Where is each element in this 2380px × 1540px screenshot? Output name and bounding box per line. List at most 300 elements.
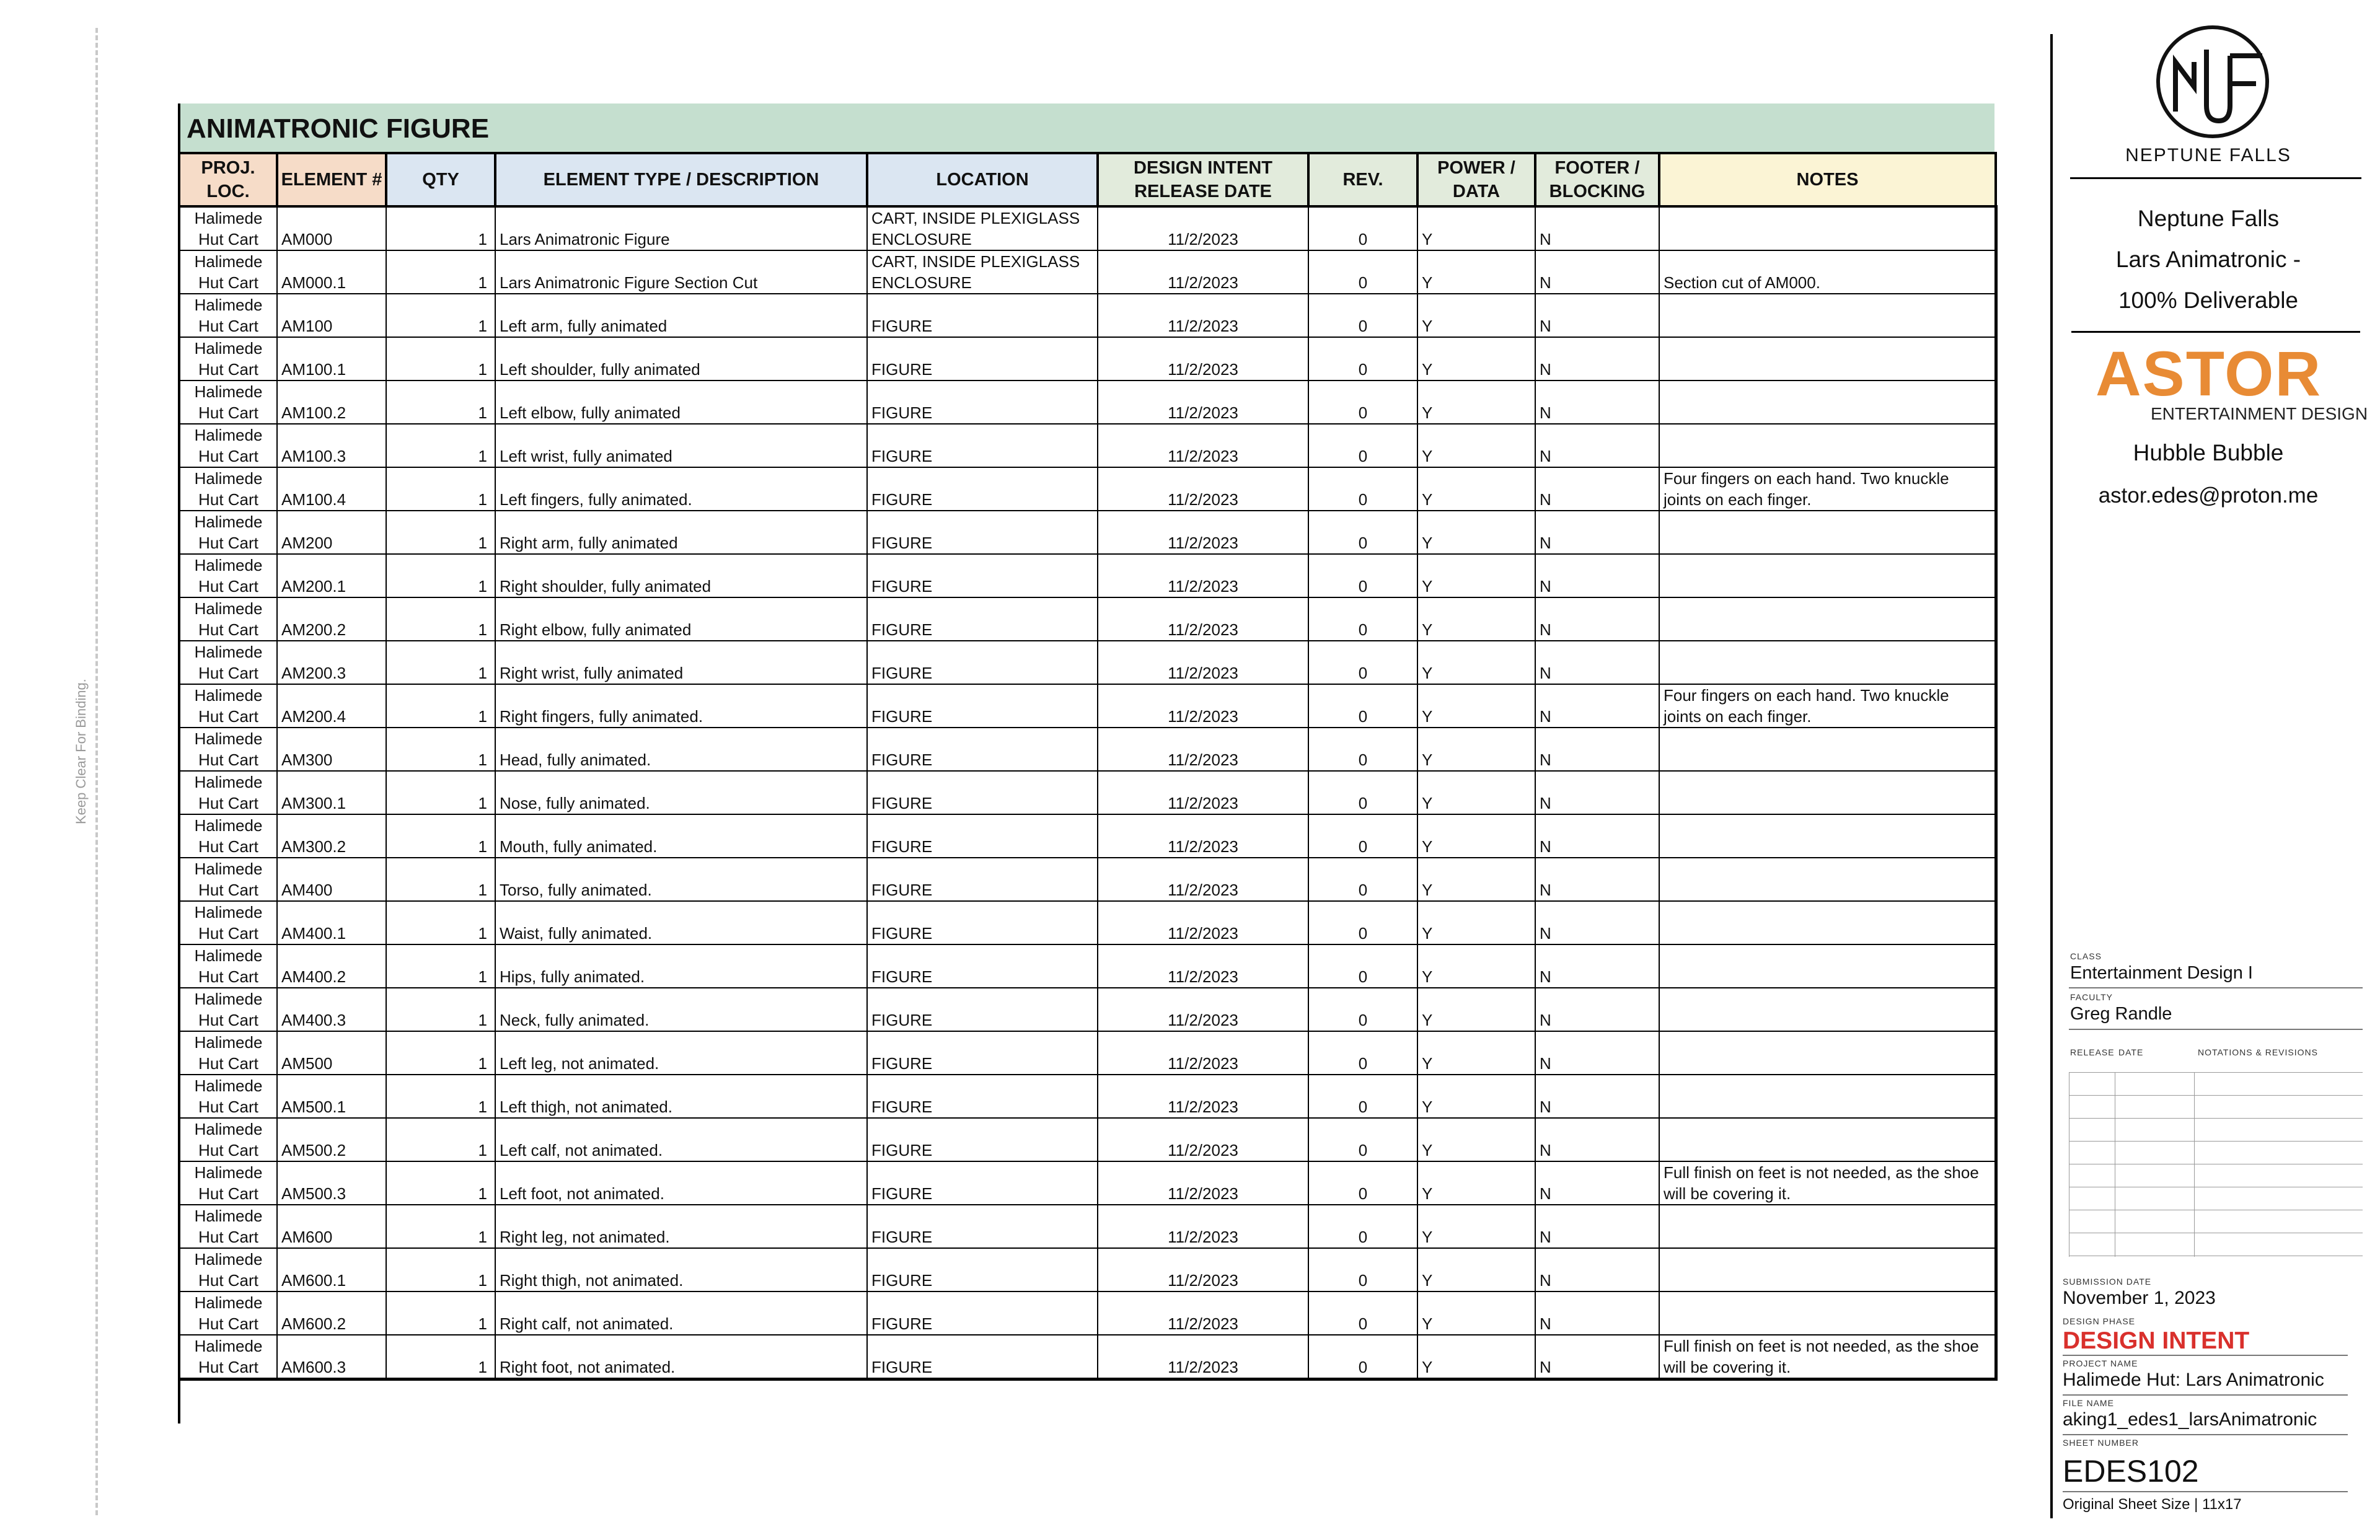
cell-qty: 1 bbox=[386, 901, 495, 944]
design-phase: DESIGN INTENT bbox=[2063, 1327, 2250, 1354]
cell-element: AM600.1 bbox=[277, 1248, 386, 1291]
header-row bbox=[179, 153, 1996, 206]
binding-note: Keep Clear For Binding. bbox=[73, 679, 89, 824]
cell-notes bbox=[1659, 294, 1996, 337]
cell-qty: 1 bbox=[386, 1291, 495, 1335]
cell-rev: 0 bbox=[1308, 1335, 1417, 1379]
cell-date: 11/2/2023 bbox=[1098, 988, 1308, 1031]
cell-notes bbox=[1659, 337, 1996, 381]
cell-proj: Halimede Hut Cart bbox=[179, 1161, 277, 1205]
cell-footer: N bbox=[1535, 1075, 1659, 1118]
table-row bbox=[179, 1248, 1996, 1291]
cell-date: 11/2/2023 bbox=[1098, 641, 1308, 684]
cell-footer: N bbox=[1535, 381, 1659, 424]
cell-proj: Halimede Hut Cart bbox=[179, 1031, 277, 1075]
column-header: NOTES bbox=[1659, 153, 1996, 206]
cell-power: Y bbox=[1417, 771, 1535, 814]
cell-proj: Halimede Hut Cart bbox=[179, 814, 277, 858]
table-row bbox=[179, 771, 1996, 814]
cell-footer: N bbox=[1535, 554, 1659, 597]
cell-power: Y bbox=[1417, 1248, 1535, 1291]
table-row bbox=[179, 554, 1996, 597]
cell-rev: 0 bbox=[1308, 467, 1417, 511]
cell-footer: N bbox=[1535, 597, 1659, 641]
divider bbox=[2071, 331, 2360, 333]
cell-rev: 0 bbox=[1308, 1291, 1417, 1335]
cell-desc: Torso, fully animated. bbox=[495, 858, 867, 901]
divider bbox=[2069, 987, 2363, 988]
cell-power: Y bbox=[1417, 1075, 1535, 1118]
cell-footer: N bbox=[1535, 641, 1659, 684]
table-row bbox=[179, 467, 1996, 511]
revision-grid-line bbox=[2194, 1072, 2195, 1257]
project-name-label: PROJECT NAME bbox=[2063, 1358, 2138, 1368]
cell-notes bbox=[1659, 1031, 1996, 1075]
cell-desc: Left fingers, fully animated. bbox=[495, 467, 867, 511]
cell-date: 11/2/2023 bbox=[1098, 814, 1308, 858]
cell-proj: Halimede Hut Cart bbox=[179, 901, 277, 944]
table-row bbox=[179, 641, 1996, 684]
cell-desc: Right leg, not animated. bbox=[495, 1205, 867, 1248]
table-row bbox=[179, 988, 1996, 1031]
cell-date: 11/2/2023 bbox=[1098, 597, 1308, 641]
cell-rev: 0 bbox=[1308, 1205, 1417, 1248]
cell-date: 11/2/2023 bbox=[1098, 901, 1308, 944]
cell-element: AM200.3 bbox=[277, 641, 386, 684]
cell-footer: N bbox=[1535, 1335, 1659, 1379]
schedule-body bbox=[179, 206, 1996, 1379]
cell-proj: Halimede Hut Cart bbox=[179, 467, 277, 511]
cell-qty: 1 bbox=[386, 944, 495, 988]
cell-element: AM200 bbox=[277, 511, 386, 554]
cell-rev: 0 bbox=[1308, 858, 1417, 901]
cell-element: AM500 bbox=[277, 1031, 386, 1075]
cell-element: AM100.1 bbox=[277, 337, 386, 381]
cell-power: Y bbox=[1417, 1291, 1535, 1335]
column-header: QTY bbox=[386, 153, 495, 206]
cell-date: 11/2/2023 bbox=[1098, 728, 1308, 771]
cell-footer: N bbox=[1535, 294, 1659, 337]
cell-qty: 1 bbox=[386, 1031, 495, 1075]
cell-location: FIGURE bbox=[867, 1335, 1098, 1379]
cell-notes bbox=[1659, 814, 1996, 858]
submission-date: November 1, 2023 bbox=[2063, 1288, 2216, 1308]
cell-element: AM500.3 bbox=[277, 1161, 386, 1205]
cell-qty: 1 bbox=[386, 294, 495, 337]
cell-footer: N bbox=[1535, 511, 1659, 554]
title-block-border bbox=[2050, 34, 2053, 1518]
cell-proj: Halimede Hut Cart bbox=[179, 1075, 277, 1118]
cell-footer: N bbox=[1535, 250, 1659, 294]
cell-element: AM600 bbox=[277, 1205, 386, 1248]
neptune-falls-logo-icon bbox=[2151, 25, 2275, 143]
cell-date: 11/2/2023 bbox=[1098, 944, 1308, 988]
cell-footer: N bbox=[1535, 337, 1659, 381]
revision-grid-line bbox=[2069, 1141, 2363, 1142]
cell-rev: 0 bbox=[1308, 1118, 1417, 1161]
cell-location: FIGURE bbox=[867, 381, 1098, 424]
file-name-label: FILE NAME bbox=[2063, 1398, 2114, 1408]
cell-notes bbox=[1659, 641, 1996, 684]
faculty-value: Greg Randle bbox=[2070, 1004, 2172, 1024]
table-row bbox=[179, 944, 1996, 988]
cell-element: AM200.4 bbox=[277, 684, 386, 728]
cell-proj: Halimede Hut Cart bbox=[179, 771, 277, 814]
company-logo: ASTOR bbox=[2096, 338, 2322, 409]
cell-footer: N bbox=[1535, 1248, 1659, 1291]
column-header: ELEMENT TYPE / DESCRIPTION bbox=[495, 153, 867, 206]
cell-date: 11/2/2023 bbox=[1098, 1291, 1308, 1335]
table-row bbox=[179, 1291, 1996, 1335]
divider bbox=[2063, 1434, 2348, 1435]
cell-qty: 1 bbox=[386, 1335, 495, 1379]
cell-power: Y bbox=[1417, 901, 1535, 944]
cell-desc: Left elbow, fully animated bbox=[495, 381, 867, 424]
cell-rev: 0 bbox=[1308, 771, 1417, 814]
cell-desc: Right thigh, not animated. bbox=[495, 1248, 867, 1291]
cell-rev: 0 bbox=[1308, 684, 1417, 728]
rev-notes-header: NOTATIONS & REVISIONS bbox=[2198, 1047, 2318, 1057]
cell-notes bbox=[1659, 858, 1996, 901]
table-row bbox=[179, 1031, 1996, 1075]
logo-name: NEPTUNE FALLS bbox=[2125, 145, 2291, 165]
cell-desc: Neck, fully animated. bbox=[495, 988, 867, 1031]
cell-qty: 1 bbox=[386, 1248, 495, 1291]
cell-power: Y bbox=[1417, 381, 1535, 424]
class-label: CLASS bbox=[2070, 951, 2102, 961]
table-row bbox=[179, 381, 1996, 424]
cell-proj: Halimede Hut Cart bbox=[179, 337, 277, 381]
cell-desc: Right elbow, fully animated bbox=[495, 597, 867, 641]
column-header: ELEMENT # bbox=[277, 153, 386, 206]
cell-desc: Right fingers, fully animated. bbox=[495, 684, 867, 728]
cell-footer: N bbox=[1535, 1291, 1659, 1335]
cell-footer: N bbox=[1535, 944, 1659, 988]
cell-qty: 1 bbox=[386, 467, 495, 511]
cell-date: 11/2/2023 bbox=[1098, 1205, 1308, 1248]
cell-element: AM600.2 bbox=[277, 1291, 386, 1335]
cell-location: FIGURE bbox=[867, 337, 1098, 381]
cell-rev: 0 bbox=[1308, 814, 1417, 858]
cell-notes bbox=[1659, 901, 1996, 944]
divider bbox=[2069, 1029, 2363, 1030]
cell-rev: 0 bbox=[1308, 424, 1417, 467]
cell-element: AM200.2 bbox=[277, 597, 386, 641]
cell-notes bbox=[1659, 1118, 1996, 1161]
cell-qty: 1 bbox=[386, 424, 495, 467]
revision-grid-line bbox=[2069, 1118, 2363, 1119]
cell-notes bbox=[1659, 944, 1996, 988]
cell-location: FIGURE bbox=[867, 1075, 1098, 1118]
cell-element: AM300.1 bbox=[277, 771, 386, 814]
cell-desc: Left calf, not animated. bbox=[495, 1118, 867, 1161]
cell-rev: 0 bbox=[1308, 554, 1417, 597]
cell-location: FIGURE bbox=[867, 554, 1098, 597]
cell-proj: Halimede Hut Cart bbox=[179, 554, 277, 597]
cell-date: 11/2/2023 bbox=[1098, 684, 1308, 728]
cell-qty: 1 bbox=[386, 858, 495, 901]
cell-location: FIGURE bbox=[867, 1161, 1098, 1205]
cell-notes bbox=[1659, 771, 1996, 814]
cell-desc: Left shoulder, fully animated bbox=[495, 337, 867, 381]
table-row bbox=[179, 728, 1996, 771]
cell-date: 11/2/2023 bbox=[1098, 206, 1308, 250]
cell-notes bbox=[1659, 1205, 1996, 1248]
cell-rev: 0 bbox=[1308, 250, 1417, 294]
table-row bbox=[179, 206, 1996, 250]
cell-date: 11/2/2023 bbox=[1098, 771, 1308, 814]
cell-qty: 1 bbox=[386, 684, 495, 728]
cell-rev: 0 bbox=[1308, 944, 1417, 988]
cell-element: AM100.2 bbox=[277, 381, 386, 424]
table-row bbox=[179, 1335, 1996, 1379]
cell-proj: Halimede Hut Cart bbox=[179, 641, 277, 684]
cell-date: 11/2/2023 bbox=[1098, 511, 1308, 554]
column-header: FOOTER / BLOCKING bbox=[1535, 153, 1659, 206]
rev-release-header: RELEASE bbox=[2070, 1047, 2115, 1057]
cell-notes bbox=[1659, 424, 1996, 467]
cell-proj: Halimede Hut Cart bbox=[179, 988, 277, 1031]
cell-element: AM500.1 bbox=[277, 1075, 386, 1118]
cell-date: 11/2/2023 bbox=[1098, 467, 1308, 511]
binding-guide-line bbox=[95, 28, 98, 1515]
cell-power: Y bbox=[1417, 1031, 1535, 1075]
cell-desc: Right shoulder, fully animated bbox=[495, 554, 867, 597]
cell-element: AM500.2 bbox=[277, 1118, 386, 1161]
cell-footer: N bbox=[1535, 1118, 1659, 1161]
cell-desc: Right wrist, fully animated bbox=[495, 641, 867, 684]
cell-proj: Halimede Hut Cart bbox=[179, 1248, 277, 1291]
project-line: Lars Animatronic - bbox=[2115, 247, 2301, 272]
submission-label: SUBMISSION DATE bbox=[2063, 1277, 2152, 1287]
table-row bbox=[179, 294, 1996, 337]
cell-power: Y bbox=[1417, 1205, 1535, 1248]
cell-notes bbox=[1659, 1291, 1996, 1335]
cell-desc: Waist, fully animated. bbox=[495, 901, 867, 944]
file-name: aking1_edes1_larsAnimatronic bbox=[2063, 1409, 2317, 1430]
cell-power: Y bbox=[1417, 728, 1535, 771]
cell-footer: N bbox=[1535, 424, 1659, 467]
cell-desc: Right calf, not animated. bbox=[495, 1291, 867, 1335]
sheet-size: Original Sheet Size | 11x17 bbox=[2063, 1496, 2242, 1513]
cell-proj: Halimede Hut Cart bbox=[179, 1205, 277, 1248]
cell-element: AM400.2 bbox=[277, 944, 386, 988]
cell-notes bbox=[1659, 597, 1996, 641]
cell-location: FIGURE bbox=[867, 814, 1098, 858]
cell-desc: Lars Animatronic Figure bbox=[495, 206, 867, 250]
cell-qty: 1 bbox=[386, 554, 495, 597]
cell-desc: Hips, fully animated. bbox=[495, 944, 867, 988]
cell-qty: 1 bbox=[386, 1161, 495, 1205]
cell-power: Y bbox=[1417, 206, 1535, 250]
cell-location: FIGURE bbox=[867, 1291, 1098, 1335]
table-row bbox=[179, 1161, 1996, 1205]
cell-element: AM600.3 bbox=[277, 1335, 386, 1379]
cell-rev: 0 bbox=[1308, 206, 1417, 250]
cell-rev: 0 bbox=[1308, 597, 1417, 641]
cell-element: AM400 bbox=[277, 858, 386, 901]
cell-location: FIGURE bbox=[867, 467, 1098, 511]
cell-location: FIGURE bbox=[867, 424, 1098, 467]
cell-footer: N bbox=[1535, 858, 1659, 901]
cell-qty: 1 bbox=[386, 381, 495, 424]
cell-rev: 0 bbox=[1308, 511, 1417, 554]
table-row bbox=[179, 684, 1996, 728]
project-name: Halimede Hut: Lars Animatronic bbox=[2063, 1370, 2324, 1390]
cell-notes bbox=[1659, 728, 1996, 771]
cell-footer: N bbox=[1535, 988, 1659, 1031]
cell-rev: 0 bbox=[1308, 294, 1417, 337]
cell-date: 11/2/2023 bbox=[1098, 1075, 1308, 1118]
schedule-table bbox=[178, 152, 1998, 1381]
cell-footer: N bbox=[1535, 901, 1659, 944]
cell-date: 11/2/2023 bbox=[1098, 1118, 1308, 1161]
cell-footer: N bbox=[1535, 1205, 1659, 1248]
cell-power: Y bbox=[1417, 1118, 1535, 1161]
company-subtitle: ENTERTAINMENT DESIGN bbox=[2151, 404, 2368, 423]
column-header: REV. bbox=[1308, 153, 1417, 206]
cell-location: FIGURE bbox=[867, 1031, 1098, 1075]
cell-notes bbox=[1659, 511, 1996, 554]
cell-location: CART, INSIDE PLEXIGLASS ENCLOSURE bbox=[867, 206, 1098, 250]
cell-desc: Left thigh, not animated. bbox=[495, 1075, 867, 1118]
cell-proj: Halimede Hut Cart bbox=[179, 944, 277, 988]
table-row bbox=[179, 1075, 1996, 1118]
project-title bbox=[2056, 198, 2360, 321]
cell-rev: 0 bbox=[1308, 337, 1417, 381]
cell-footer: N bbox=[1535, 206, 1659, 250]
cell-location: FIGURE bbox=[867, 684, 1098, 728]
cell-power: Y bbox=[1417, 944, 1535, 988]
cell-proj: Halimede Hut Cart bbox=[179, 511, 277, 554]
cell-footer: N bbox=[1535, 771, 1659, 814]
cell-qty: 1 bbox=[386, 1118, 495, 1161]
cell-notes: Full finish on feet is not needed, as the shoe will be covering it. bbox=[1659, 1161, 1996, 1205]
cell-date: 11/2/2023 bbox=[1098, 294, 1308, 337]
cell-location: FIGURE bbox=[867, 858, 1098, 901]
cell-location: FIGURE bbox=[867, 988, 1098, 1031]
cell-notes: Four fingers on each hand. Two knuckle joints on each finger. bbox=[1659, 467, 1996, 511]
cell-qty: 1 bbox=[386, 206, 495, 250]
column-header: PROJ. LOC. bbox=[179, 153, 277, 206]
table-row bbox=[179, 511, 1996, 554]
column-header: POWER / DATA bbox=[1417, 153, 1535, 206]
cell-rev: 0 bbox=[1308, 1031, 1417, 1075]
project-line: 100% Deliverable bbox=[2118, 288, 2298, 313]
cell-location: FIGURE bbox=[867, 1118, 1098, 1161]
divider bbox=[2063, 1491, 2348, 1492]
cell-location: FIGURE bbox=[867, 901, 1098, 944]
cell-qty: 1 bbox=[386, 1205, 495, 1248]
cell-location: FIGURE bbox=[867, 944, 1098, 988]
cell-element: AM400.3 bbox=[277, 988, 386, 1031]
cell-footer: N bbox=[1535, 814, 1659, 858]
cell-location: FIGURE bbox=[867, 1248, 1098, 1291]
cell-location: FIGURE bbox=[867, 641, 1098, 684]
cell-notes: Section cut of AM000. bbox=[1659, 250, 1996, 294]
cell-notes bbox=[1659, 381, 1996, 424]
divider bbox=[2070, 177, 2361, 179]
cell-date: 11/2/2023 bbox=[1098, 337, 1308, 381]
cell-footer: N bbox=[1535, 467, 1659, 511]
cell-notes bbox=[1659, 1248, 1996, 1291]
revision-grid-line bbox=[2069, 1095, 2363, 1096]
cell-qty: 1 bbox=[386, 988, 495, 1031]
cell-desc: Head, fully animated. bbox=[495, 728, 867, 771]
cell-proj: Halimede Hut Cart bbox=[179, 728, 277, 771]
column-header: LOCATION bbox=[867, 153, 1098, 206]
table-row bbox=[179, 1205, 1996, 1248]
cell-power: Y bbox=[1417, 858, 1535, 901]
rev-date-header: DATE bbox=[2118, 1047, 2144, 1057]
cell-date: 11/2/2023 bbox=[1098, 1335, 1308, 1379]
cell-power: Y bbox=[1417, 467, 1535, 511]
cell-notes bbox=[1659, 554, 1996, 597]
cell-qty: 1 bbox=[386, 337, 495, 381]
cell-qty: 1 bbox=[386, 771, 495, 814]
cell-qty: 1 bbox=[386, 597, 495, 641]
cell-element: AM300.2 bbox=[277, 814, 386, 858]
cell-desc: Left wrist, fully animated bbox=[495, 424, 867, 467]
cell-power: Y bbox=[1417, 641, 1535, 684]
table-row bbox=[179, 424, 1996, 467]
cell-proj: Halimede Hut Cart bbox=[179, 684, 277, 728]
phase-label: DESIGN PHASE bbox=[2063, 1316, 2136, 1326]
cell-footer: N bbox=[1535, 684, 1659, 728]
cell-notes bbox=[1659, 206, 1996, 250]
cell-date: 11/2/2023 bbox=[1098, 554, 1308, 597]
cell-power: Y bbox=[1417, 424, 1535, 467]
cell-element: AM000 bbox=[277, 206, 386, 250]
cell-qty: 1 bbox=[386, 1075, 495, 1118]
cell-desc: Lars Animatronic Figure Section Cut bbox=[495, 250, 867, 294]
cell-location: FIGURE bbox=[867, 511, 1098, 554]
cell-rev: 0 bbox=[1308, 901, 1417, 944]
cell-proj: Halimede Hut Cart bbox=[179, 1335, 277, 1379]
table-row bbox=[179, 597, 1996, 641]
cell-location: FIGURE bbox=[867, 771, 1098, 814]
cell-proj: Halimede Hut Cart bbox=[179, 1118, 277, 1161]
cell-power: Y bbox=[1417, 337, 1535, 381]
cell-rev: 0 bbox=[1308, 728, 1417, 771]
cell-power: Y bbox=[1417, 814, 1535, 858]
table-row bbox=[179, 337, 1996, 381]
cell-element: AM400.1 bbox=[277, 901, 386, 944]
cell-power: Y bbox=[1417, 1335, 1535, 1379]
cell-notes bbox=[1659, 988, 1996, 1031]
table-row bbox=[179, 814, 1996, 858]
project-line: Neptune Falls bbox=[2137, 206, 2280, 231]
sheet-number-label: SHEET NUMBER bbox=[2063, 1438, 2139, 1448]
cell-date: 11/2/2023 bbox=[1098, 250, 1308, 294]
cell-power: Y bbox=[1417, 597, 1535, 641]
cell-desc: Mouth, fully animated. bbox=[495, 814, 867, 858]
cell-desc: Nose, fully animated. bbox=[495, 771, 867, 814]
cell-power: Y bbox=[1417, 294, 1535, 337]
cell-date: 11/2/2023 bbox=[1098, 1161, 1308, 1205]
cell-power: Y bbox=[1417, 988, 1535, 1031]
cell-location: CART, INSIDE PLEXIGLASS ENCLOSURE bbox=[867, 250, 1098, 294]
cell-proj: Halimede Hut Cart bbox=[179, 206, 277, 250]
cell-qty: 1 bbox=[386, 250, 495, 294]
cell-qty: 1 bbox=[386, 511, 495, 554]
cell-power: Y bbox=[1417, 1161, 1535, 1205]
cell-proj: Halimede Hut Cart bbox=[179, 381, 277, 424]
cell-qty: 1 bbox=[386, 728, 495, 771]
cell-power: Y bbox=[1417, 511, 1535, 554]
cell-proj: Halimede Hut Cart bbox=[179, 250, 277, 294]
cell-rev: 0 bbox=[1308, 988, 1417, 1031]
